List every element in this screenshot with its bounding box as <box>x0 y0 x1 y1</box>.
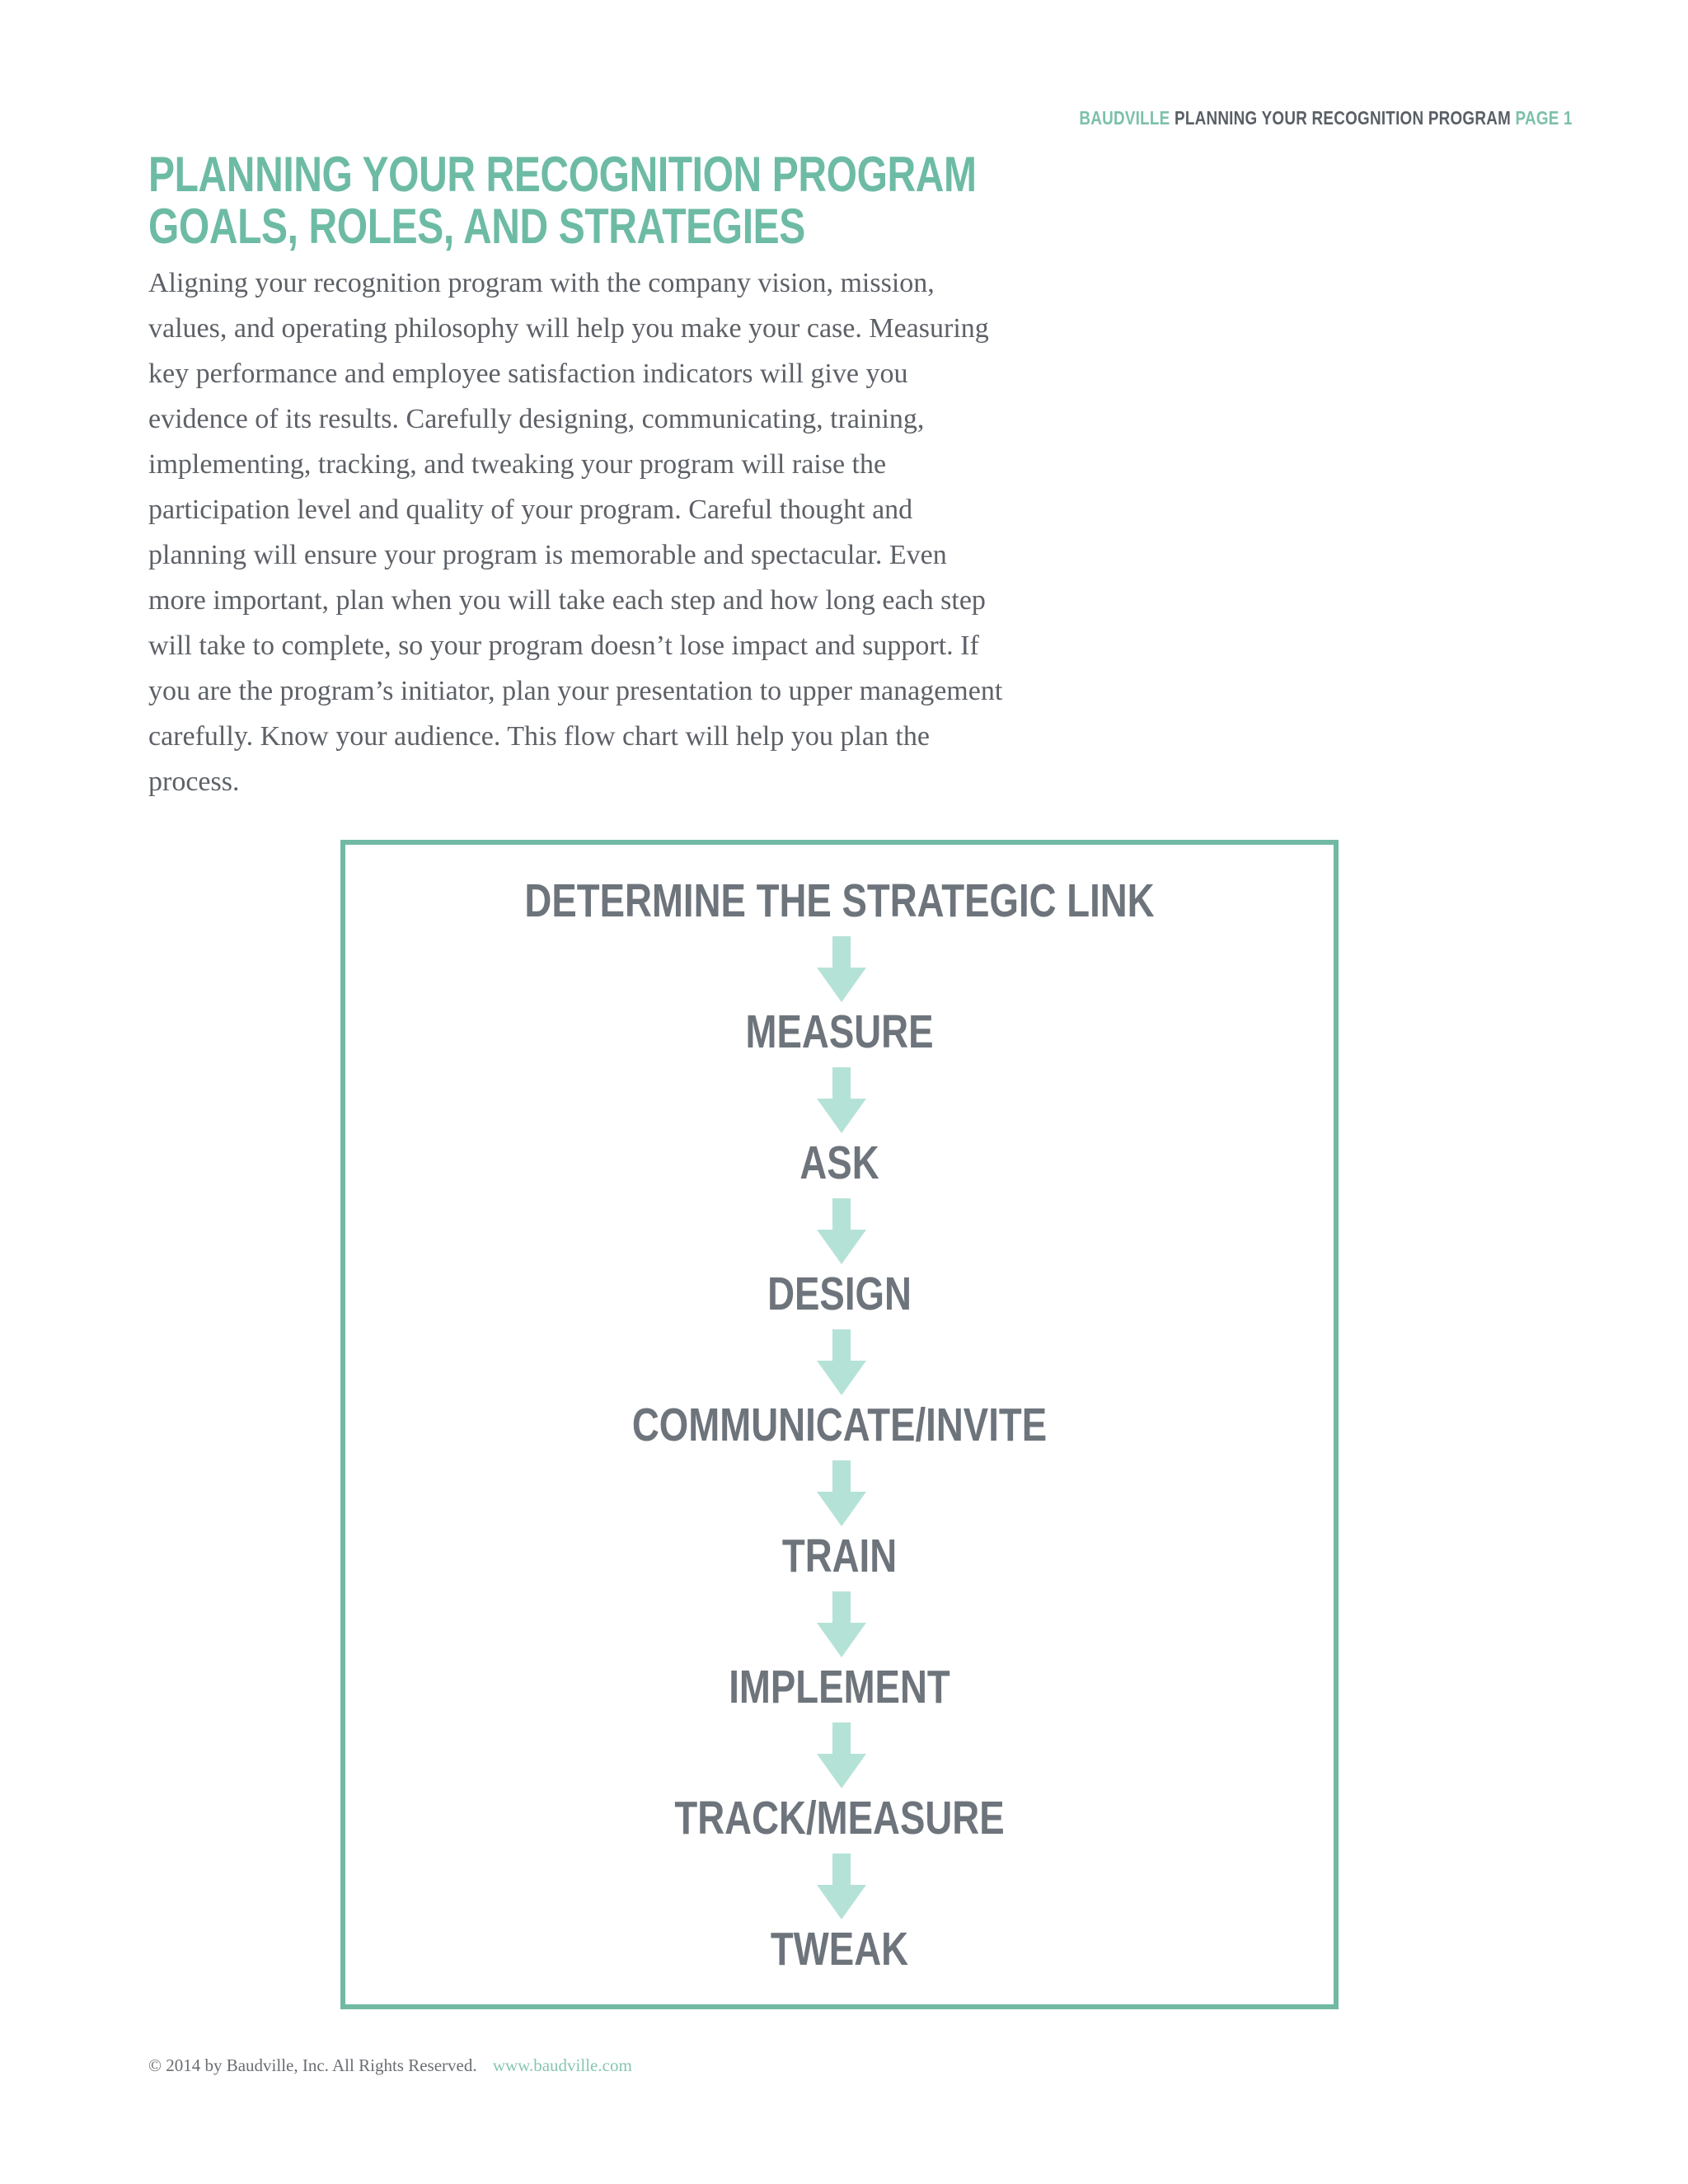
footer <box>148 2055 632 2076</box>
flow-step: IMPLEMENT <box>729 1661 950 1713</box>
arrow-down-icon <box>817 1067 866 1133</box>
running-header <box>1080 107 1573 129</box>
flow-step: COMMUNICATE/INVITE <box>631 1399 1048 1451</box>
arrow-down-icon <box>817 1722 866 1788</box>
header-page-number: PAGE 1 <box>1515 107 1573 129</box>
arrow-down-icon <box>817 1854 866 1919</box>
flow-step: DETERMINE THE STRATEGIC LINK <box>524 874 1155 927</box>
arrow-down-icon <box>817 936 866 1002</box>
flow-step: DESIGN <box>767 1268 912 1320</box>
flow-step: TWEAK <box>770 1923 909 1975</box>
arrow-down-icon <box>817 1591 866 1657</box>
flow-step: MEASURE <box>745 1005 934 1058</box>
flow-step: ASK <box>799 1137 879 1189</box>
flow-chart <box>340 840 1339 2009</box>
header-document-title: PLANNING YOUR RECOGNITION PROGRAM <box>1175 107 1512 129</box>
flow-steps <box>345 845 1334 2004</box>
flow-step: TRAIN <box>781 1530 898 1582</box>
header-brand: BAUDVILLE <box>1079 107 1170 129</box>
flow-step: TRACK/MEASURE <box>674 1792 1005 1844</box>
arrow-down-icon <box>817 1329 866 1395</box>
intro-paragraph: Aligning your recognition program with the company vision, mission, values, and operating philosophy will help you make your case. Measuring key performance and employee satisfaction indicators will give you evidence of its results. Carefully designing, communicating, training, implementing, tracking, and tweaking your program will raise the participation level and quality of your program. Careful thought and planning will ensure your program is memorable and spectacular. Even more important, plan when you will take each step and how long each step will take to complete, so your program doesn’t lose impact and support. If you are the program’s initiator, plan your presentation to upper management carefully. Know your audience. This flow chart will help you plan the process. <box>148 268 1003 797</box>
page-title-line-1: PLANNING YOUR RECOGNITION PROGRAM <box>148 147 977 202</box>
page-title-line-2: GOALS, ROLES, AND STRATEGIES <box>148 199 805 254</box>
arrow-down-icon <box>817 1198 866 1264</box>
page-title <box>148 148 977 252</box>
footer-copyright: © 2014 by Baudville, Inc. All Rights Reserved. <box>148 2055 477 2075</box>
arrow-down-icon <box>817 1460 866 1526</box>
footer-website-link[interactable]: www.baudville.com <box>492 2055 632 2075</box>
